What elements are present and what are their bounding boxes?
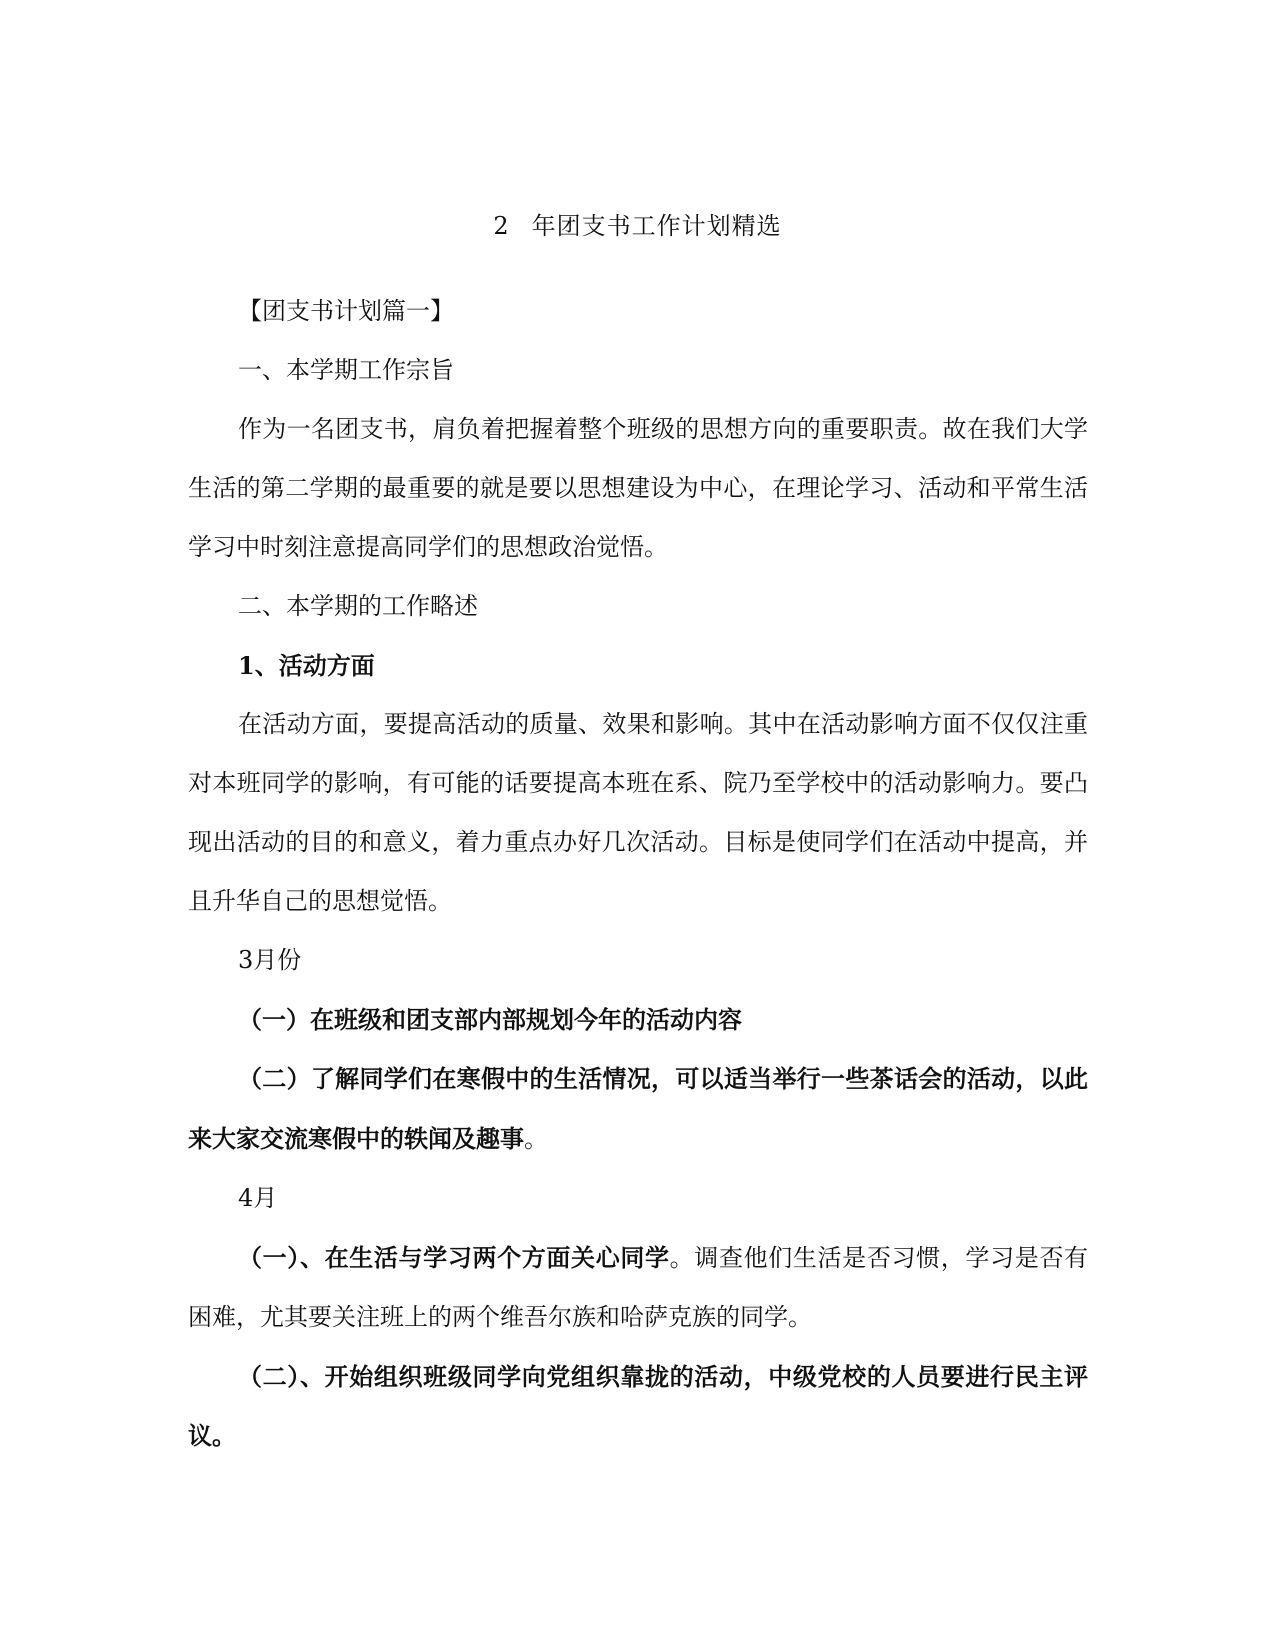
month-march: 3月份 — [238, 946, 302, 974]
march-item-2-text: （二）了解同学们在寒假中的生活情况，可以适当举行一些茶话会的活动，以此来大家交流寒假中的轶闻及趣事 — [188, 1064, 1088, 1153]
purpose-paragraph: 作为一名团支书，肩负着把握着整个班级的思想方向的重要职责。故在我们大学生活的第二学期的最重要的就是要以思想建设为中心，在理论学习、活动和平常生活学习中时刻注意提高同学们的思想政治觉悟。 — [188, 415, 1088, 561]
purpose-heading: 一、本学期工作宗旨 — [238, 356, 454, 384]
march-item-1: （一）在班级和团支部内部规划今年的活动内容 — [238, 1005, 742, 1034]
activity-paragraph: 在活动方面，要提高活动的质量、效果和影响。其中在活动影响方面不仅仅注重对本班同学的影响，有可能的话要提高本班在系、院乃至学校中的活动影响力。要凸现出活动的目的和意义，着力重点办好几次活动。目标是使同学们在活动中提高，并且升华自己的思想觉悟。 — [188, 710, 1088, 915]
summary-heading: 二、本学期的工作略述 — [238, 592, 478, 620]
document-body — [188, 282, 1088, 1465]
march-item-2-end: 。 — [524, 1125, 548, 1153]
title-number: 2 — [493, 212, 510, 240]
april-item-1 — [188, 1228, 1088, 1347]
march-item-2 — [188, 1049, 1088, 1169]
document-title — [0, 206, 1275, 246]
section-heading: 【团支书计划篇一】 — [238, 297, 454, 325]
april-item-1-bold: （一）、在生活与学习两个方面关心同学 — [238, 1243, 670, 1272]
month-april: 4月 — [238, 1184, 278, 1212]
activity-heading: 1、活动方面 — [238, 651, 375, 680]
title-text: 年团支书工作计划精选 — [531, 212, 782, 240]
april-item-1-rest: 。调查他们生活是否习惯，学习是否有困难，尤其要关注班上的两个维吾尔族和哈萨克族的同学。 — [188, 1244, 1089, 1331]
april-item-2: （二）、开始组织班级同学向党组织靠拢的活动，中级党校的人员要进行民主评议。 — [188, 1362, 1088, 1450]
